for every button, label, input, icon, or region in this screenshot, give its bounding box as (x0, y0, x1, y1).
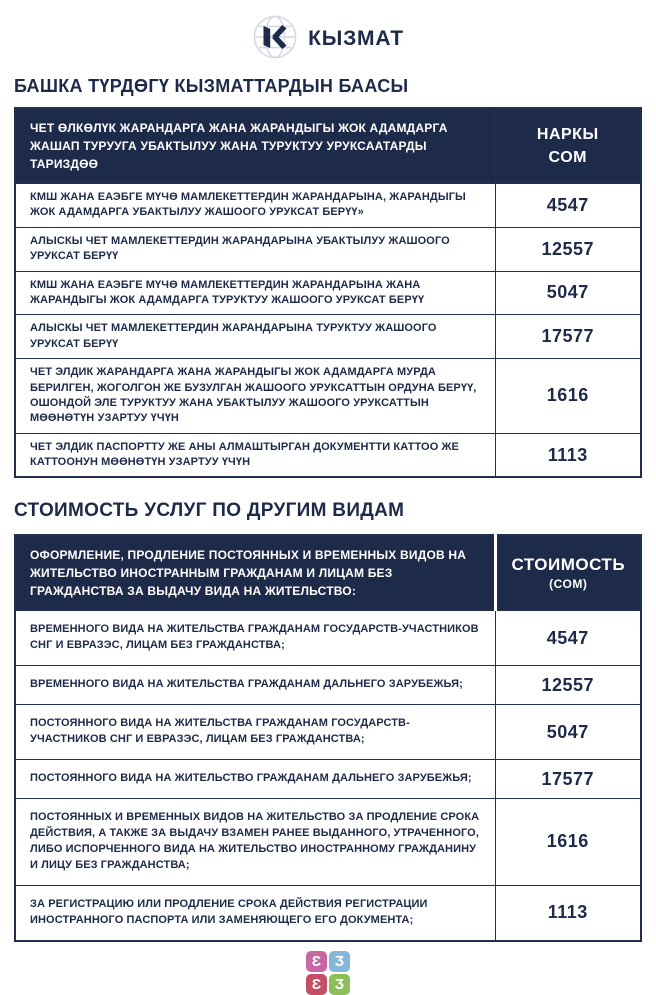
table-header (15, 535, 641, 611)
section1-title: БАШКА ТҮРДӨГҮ КЫЗМАТТАРДЫН БААСЫ (14, 76, 409, 96)
price-header-line1: СТОИМОСТЬ (511, 555, 626, 575)
price-header-line1: НАРКЫ (536, 125, 599, 143)
table-row (15, 359, 641, 434)
russian-price-table (14, 534, 642, 941)
price-value: 5047 (495, 271, 641, 315)
kyrgyz-price-table (14, 107, 642, 478)
service-description: ПОСТОЯННЫХ И ВРЕМЕННЫХ ВИДОВ НА ЖИТЕЛЬСТВО ЗА ПРОДЛЕНИЕ СРОКА ДЕЙСТВИЯ, А ТАКЖЕ ЗА ВЫДАЧУ ВЗАМЕН РАНЕЕ ВЫДАННОГО, УТРАЧЕННОГО, ЛИБО ИСПОРЧЕННОГО ВИДА НА ЖИТЕЛЬСТВО ИНОСТРАННОМУ ГРАЖДАНИНУ И ЛИЦУ БЕЗ ГРАЖДАНСТВА; (15, 799, 495, 886)
table-header (15, 108, 641, 184)
service-description: ВРЕМЕННОГО ВИДА НА ЖИТЕЛЬСТВА ГРАЖДАНАМ ДАЛЬНЕГО ЗАРУБЕЖЬЯ; (15, 666, 495, 705)
price-value: 17577 (495, 760, 641, 799)
table-row (15, 184, 641, 228)
ornament-square-pink: Ɛ (306, 951, 327, 972)
service-description: КМШ ЖАНА ЕАЭБГЕ МҮЧӨ МАМЛЕКЕТТЕРДИН ЖАРАНДАРЫНА ЖАНА ЖАРАНДЫГЫ ЖОК АДАМДАРГА ТУРУКТУУ ЖАШООГО УРУКСАТ БЕРҮҮ (15, 271, 495, 315)
table-row (15, 227, 641, 271)
table-row (15, 760, 641, 799)
table-row (15, 271, 641, 315)
price-value: 4547 (495, 611, 641, 666)
table-row (15, 666, 641, 705)
service-description: ПОСТОЯННОГО ВИДА НА ЖИТЕЛЬСТВО ГРАЖДАНАМ ДАЛЬНЕГО ЗАРУБЕЖЬЯ; (15, 760, 495, 799)
section2-title: СТОИМОСТЬ УСЛУГ ПО ДРУГИМ ВИДАМ (14, 500, 405, 522)
price-value: 12557 (495, 666, 641, 705)
price-column-header (495, 108, 641, 184)
ornament-square-blue: Ӡ (329, 951, 350, 972)
price-value: 4547 (495, 184, 641, 228)
service-description: ВРЕМЕННОГО ВИДА НА ЖИТЕЛЬСТВА ГРАЖДАНАМ ГОСУДАРСТВ-УЧАСТНИКОВ СНГ И ЕВРАЗЭС, ЛИЦАМ БЕЗ ГРАЖДАНСТВА; (15, 611, 495, 666)
service-description: ЧЕТ ЭЛДИК ЖАРАНДАРГА ЖАНА ЖАРАНДЫГЫ ЖОК АДАМДАРГА МУРДА БЕРИЛГЕН, ЖОГОЛГОН ЖЕ БУЗУЛГАН ЖАШООГО УРУКСАТТЫН ОРДУНА БЕРҮҮ, ОШОНДОЙ ЭЛЕ ТУРУКТУУ ЖАНА УБАКТЫЛУУ ЖАШООГО УРУКСАТТЫН МӨӨНӨТҮН УЗАРТУУ ҮЧҮН (15, 359, 495, 434)
price-value: 1113 (495, 433, 641, 477)
brand-name: КЫЗМАТ (308, 27, 404, 50)
price-value: 12557 (495, 227, 641, 271)
price-value: 1616 (495, 359, 641, 434)
price-value: 5047 (495, 705, 641, 760)
ornament-square-red: Ɛ (306, 974, 327, 995)
price-column-header (495, 535, 641, 611)
table-row (15, 315, 641, 359)
price-value: 1616 (495, 799, 641, 886)
table-row (15, 433, 641, 477)
service-description: АЛЫСКЫ ЧЕТ МАМЛЕКЕТТЕРДИН ЖАРАНДАРЫНА ТУРУКТУУ ЖАШООГО УРУКСАТ БЕРҮҮ (15, 315, 495, 359)
service-description: КМШ ЖАНА ЕАЭБГЕ МҮЧӨ МАМЛЕКЕТТЕРДИН ЖАРАНДАРЫНА, ЖАРАНДЫГЫ ЖОК АДАМДАРГА УБАКТЫЛУУ ЖАШООГО УРУКСАТ БЕРҮҮ» (15, 184, 495, 228)
table-row (15, 611, 641, 666)
brand-header (14, 0, 642, 62)
table-row (15, 799, 641, 886)
table-row (15, 705, 641, 760)
service-description: АЛЫСКЫ ЧЕТ МАМЛЕКЕТТЕРДИН ЖАРАНДАРЫНА УБАКТЫЛУУ ЖАШООГО УРУКСАТ БЕРҮҮ (15, 227, 495, 271)
service-description: ЧЕТ ЭЛДИК ПАСПОРТТУ ЖЕ АНЫ АЛМАШТЫРГАН ДОКУМЕНТТИ КАТТОО ЖЕ КАТТООНУН МӨӨНӨТҮН УЗАРТУУ ҮЧҮН (15, 433, 495, 477)
service-column-header: ЧЕТ ӨЛКӨЛҮК ЖАРАНДАРГА ЖАНА ЖАРАНДЫГЫ ЖОК АДАМДАРГА ЖАШАП ТУРУУГА УБАКТЫЛУУ ЖАНА ТУРУКТУУ УРУКСААТАРДЫ ТАРИЗДӨӨ (15, 108, 495, 184)
price-value: 17577 (495, 315, 641, 359)
service-description: ЗА РЕГИСТРАЦИЮ ИЛИ ПРОДЛЕНИЕ СРОКА ДЕЙСТВИЯ РЕГИСТРАЦИИ ИНОСТРАННОГО ПАСПОРТА ИЛИ ЗАМЕНЯЮЩЕГО ЕГО ДОКУМЕНТА; (15, 885, 495, 940)
price-header-line2: (СОМ) (549, 577, 588, 592)
kyrgyz-ornament-logo (306, 951, 350, 995)
ornament-square-green: Ӡ (329, 974, 350, 995)
price-value: 1113 (495, 885, 641, 940)
price-header-line2: СОМ (548, 149, 587, 166)
table-row (15, 885, 641, 940)
service-description: ПОСТОЯННОГО ВИДА НА ЖИТЕЛЬСТВА ГРАЖДАНАМ ГОСУДАРСТВ-УЧАСТНИКОВ СНГ И ЕВРАЗЭС, ЛИЦАМ БЕЗ ГРАЖДАНСТВА; (15, 705, 495, 760)
globe-k-logo-icon (252, 14, 298, 65)
service-column-header: ОФОРМЛЕНИЕ, ПРОДЛЕНИЕ ПОСТОЯННЫХ И ВРЕМЕННЫХ ВИДОВ НА ЖИТЕЛЬСТВО ИНОСТРАННЫМ ГРАЖДАНАМ И ЛИЦАМ БЕЗ ГРАЖДАНСТВА ЗА ВЫДАЧУ ВИДА НА ЖИТЕЛЬСТВО: (15, 535, 495, 611)
